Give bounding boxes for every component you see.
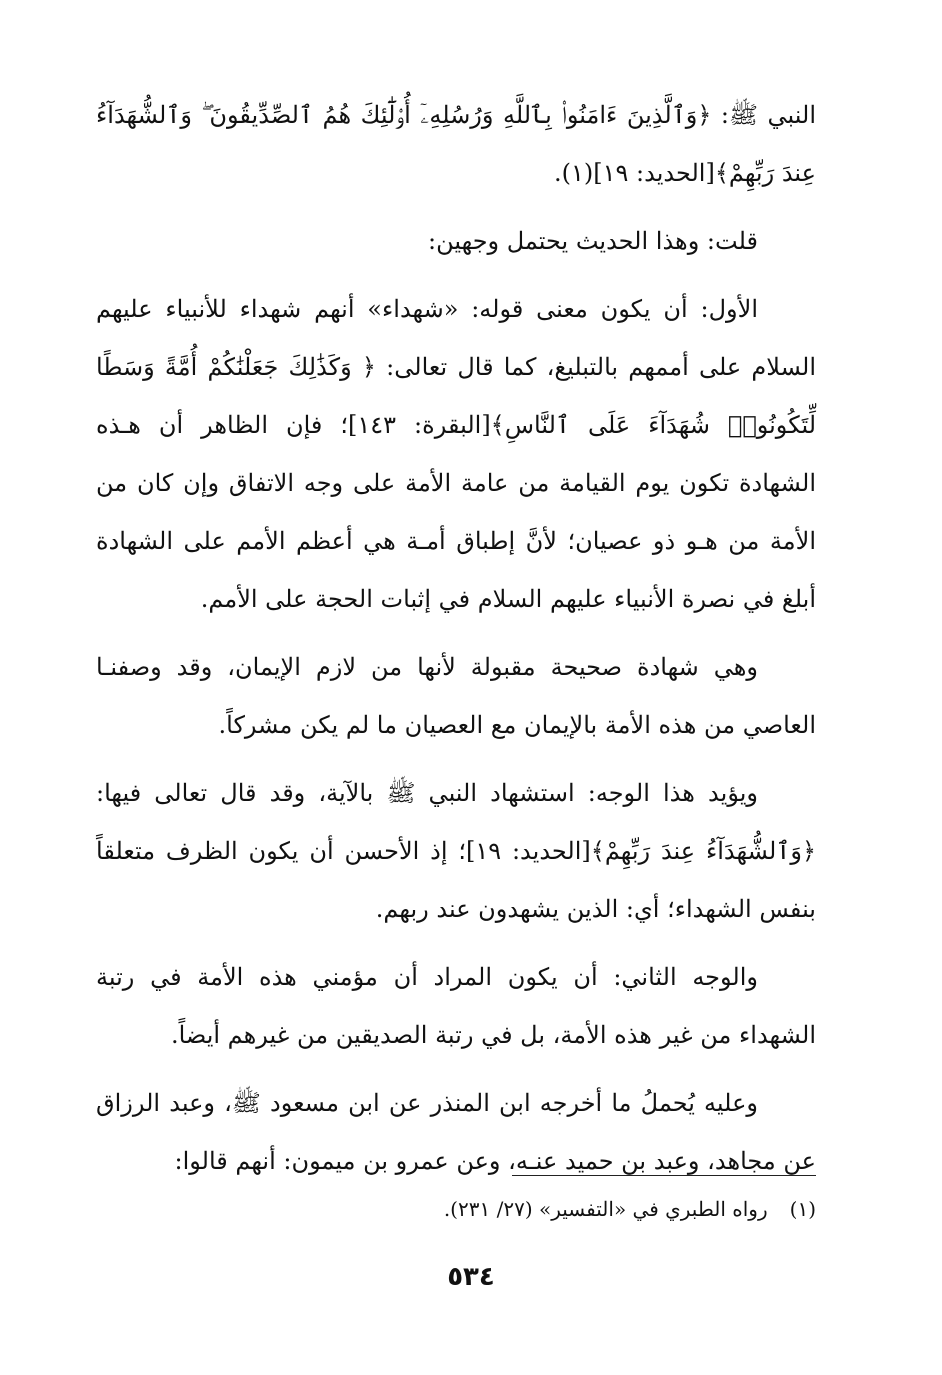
paragraph-narrations: وعليه يُحملُ ما أخرجه ابن المنذر عن ابن مسعود ﷺ، وعبد الرزاق عن مجاهد، وعبد بن حميد عنـه، وعن عمرو بن ميمون: أنهم قالوا:	[96, 1089, 816, 1175]
footnote-marker: (١)	[789, 1197, 816, 1221]
paragraph-two-aspects: قلت: وهذا الحديث يحتمل وجهين:	[428, 227, 758, 255]
footnote-divider	[512, 1175, 816, 1176]
footnote	[96, 1190, 816, 1228]
paragraph-first-aspect: الأول: أن يكون معنى قوله: «شهداء» أنهم شهداء للأنبياء عليهم السلام على أممهم بالتبليغ، كما قال تعالى: ﴿ وَكَذَٰلِكَ جَعَلْنَٰكُمْ أُمَّةً وَسَطًا لِّتَكُونُوا۟ شُهَدَآءَ عَلَى ٱلنَّاسِ﴾[البقرة: ١٤٣]؛ فإن الظاهر أن هـذه الشهادة تكون يوم القيامة من عامة الأمة على وجه الاتفاق وإن كان من الأمة من هـو ذو عصيان؛ لأنَّ إطباق أمـة هي أعظم الأمم على الشهادة أبلغ في نصرة الأنبياء عليهم السلام في إثبات الحجة على الأمم.	[96, 295, 817, 613]
paragraph-second-aspect: والوجه الثاني: أن يكون المراد أن مؤمني هذه الأمة في رتبة الشهداء من غير هذه الأمة، بل في رتبة الصديقين من غيرهم أيضاً.	[96, 963, 816, 1049]
paragraph-continuation: النبي ﷺ: ﴿وَٱلَّذِينَ ءَامَنُوا۟ بِٱللَّهِ وَرُسُلِهِۦٓ أُو۟لَٰٓئِكَ هُمُ ٱلصِّدِّيقُونَ ۖ وَٱلشُّهَدَآءُ عِندَ رَبِّهِمْ﴾[الحديد: ١٩](١).	[96, 101, 816, 187]
paragraph-supporting-evidence: ويؤيد هذا الوجه: استشهاد النبي ﷺ بالآية، وقد قال تعالى فيها: ﴿وَٱلشُّهَدَآءُ عِندَ رَبِّهِمْ﴾[الحديد: ١٩]؛ إذ الأحسن أن يكون الظرف متعلقاً بنفس الشهداء؛ أي: الذين يشهدون عند ربهم.	[96, 779, 817, 923]
page-number: ٥٣٤	[447, 1262, 495, 1292]
footnote-text: رواه الطبري في «التفسير» (٢٧/ ٢٣١).	[443, 1197, 768, 1221]
page-body	[96, 86, 816, 1200]
paragraph-valid-testimony: وهي شهادة صحيحة مقبولة لأنها من لازم الإيمان، وقد وصفنـا العاصي من هذه الأمة بالإيمان مع العصيان ما لم يكن مشركاً.	[96, 653, 816, 739]
